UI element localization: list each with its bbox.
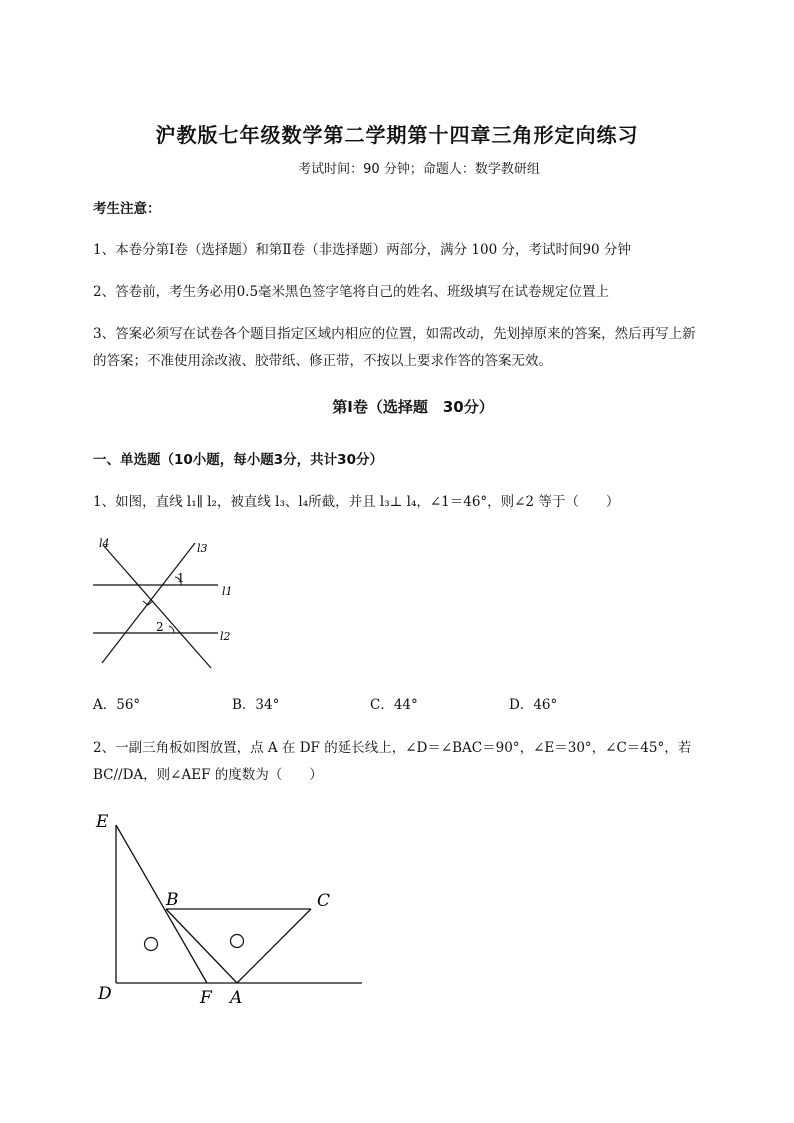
question-1-figure [85,533,245,673]
triangle-1-marker-circle [145,938,158,951]
label-f: F [200,988,212,1008]
option-d[interactable]: D．46° [509,697,558,713]
option-c[interactable]: C．44° [370,697,418,713]
segment-ca [237,909,311,983]
notice-heading: 考生注意： [93,201,161,217]
label-l2: l2 [220,630,231,643]
label-e: E [96,812,109,832]
segment-ef [116,825,207,983]
label-c: C [317,891,331,911]
page-title: 沪教版七年级数学第二学期第十四章三角形定向练习 [155,123,639,147]
notice-item-2: 2、答卷前，考生务必用0.5毫米黑色签字笔将自己的姓名、班级填写在试卷规定位置上 [93,284,610,300]
question-1-stem: 1、如图，直线 l₁∥ l₂，被直线 l₃、l₄所截，并且 l₃⊥ l₄，∠1＝46°，则∠2 等于（ ） [93,494,620,510]
label-l4: l4 [99,537,110,550]
label-l3: l3 [197,542,208,555]
label-b: B [166,890,179,910]
option-a[interactable]: A．56° [93,697,141,713]
question-2-figure [90,805,370,1020]
label-angle-2: 2 [156,620,164,634]
label-d: D [98,984,112,1004]
notice-item-1: 1、本卷分第Ⅰ卷（选择题）和第Ⅱ卷（非选择题）两部分，满分 100 分，考试时间90 分钟 [93,242,631,258]
part-heading: 一、单选题（10小题，每小题3分，共计30分） [93,452,383,468]
exam-info: 考试时间：90 分钟；命题人：数学教研组 [298,162,540,177]
line-l4 [103,545,211,668]
label-l1: l1 [222,585,233,598]
segment-ba [166,909,237,983]
question-1-options [0,693,794,719]
question-2-stem-line-2: BC//DA，则∠AEF 的度数为（ ） [93,767,323,783]
line-l3 [102,543,195,663]
triangle-2-marker-circle [231,935,244,948]
notice-item-3: 3、答案必须写在试卷各个题目指定区域内相应的位置，如需改动，先划掉原来的答案，然后再写上新 [93,326,696,342]
section-title: 第Ⅰ卷（选择题 30分） [332,398,494,416]
notice-item-3-continued: 的答案；不准使用涂改液、胶带纸、修正带，不按以上要求作答的答案无效。 [93,353,552,369]
label-a: A [230,988,243,1008]
angle-2-arc [169,626,174,633]
label-angle-1: 1 [177,571,185,585]
question-2-stem-line-1: 2、一副三角板如图放置，点 A 在 DF 的延长线上，∠D＝∠BAC＝90°，∠E＝30°，∠C＝45°，若 [93,740,692,756]
option-b[interactable]: B．34° [232,697,280,713]
